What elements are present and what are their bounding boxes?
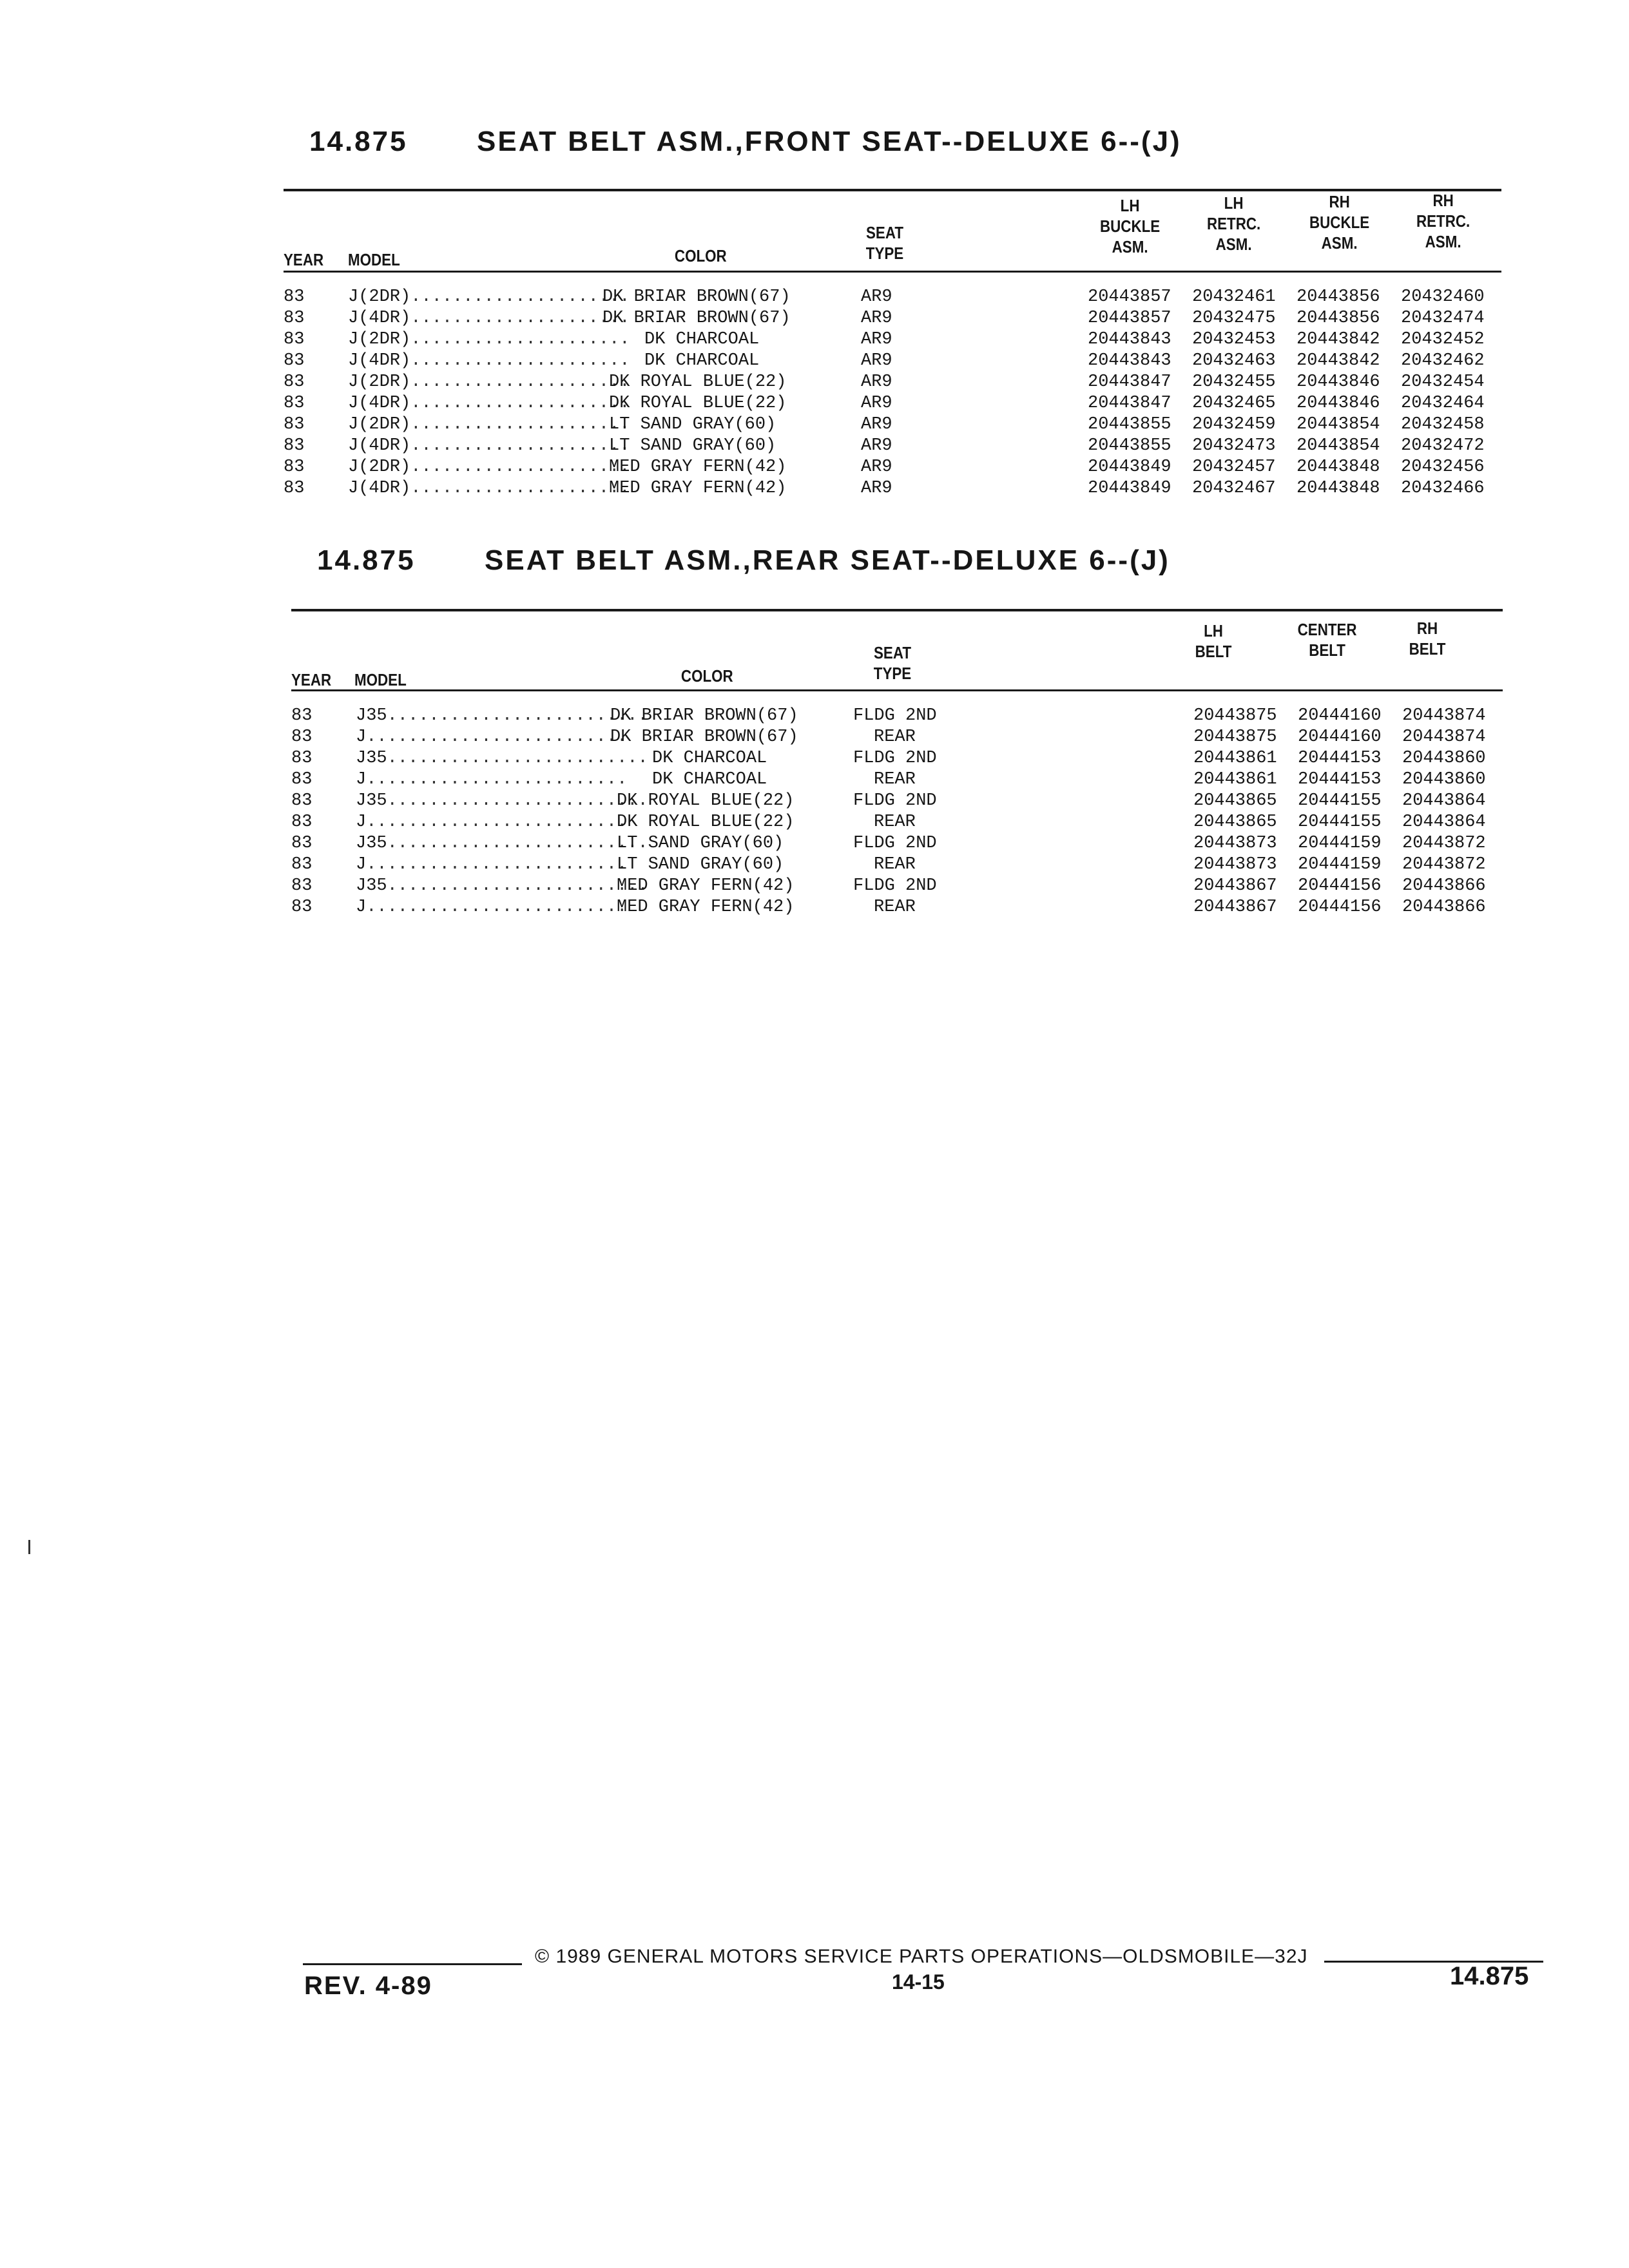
seat-type-cell: AR9 bbox=[861, 351, 892, 370]
year-cell: 83 bbox=[291, 812, 313, 832]
model-cell bbox=[348, 308, 630, 329]
lh-retrc-cell: 20432461 bbox=[1192, 287, 1276, 307]
rh-belt-cell: 20443872 bbox=[1402, 834, 1486, 853]
rear-header-lh-belt-line2: BELT bbox=[1195, 642, 1232, 661]
lh-buckle-cell: 20443849 bbox=[1088, 457, 1171, 477]
rh-buckle-cell: 20443856 bbox=[1296, 309, 1380, 328]
seat-type-cell: AR9 bbox=[861, 287, 892, 307]
model-cell bbox=[356, 897, 628, 918]
leader-dots: ......................... bbox=[387, 706, 648, 726]
lh-buckle-cell: 20443857 bbox=[1088, 287, 1171, 307]
rear-header-lh-belt-line1: LH bbox=[1204, 621, 1223, 640]
color-cell: MED GRAY FERN(42) bbox=[617, 876, 795, 896]
rh-retrc-cell: 20432456 bbox=[1401, 457, 1485, 477]
scan-mark bbox=[28, 1540, 30, 1554]
lh-retrc-cell: 20432455 bbox=[1192, 372, 1276, 392]
model-value: J(2DR) bbox=[348, 330, 411, 349]
table-row bbox=[291, 876, 1503, 897]
year-cell: 83 bbox=[291, 834, 313, 853]
seat-type-cell: REAR bbox=[874, 855, 916, 874]
table-row bbox=[284, 414, 1501, 436]
footer-section-number: 14.875 bbox=[1450, 1962, 1529, 1990]
footer-revision: REV. 4-89 bbox=[304, 1972, 432, 2000]
front-header-rh-retrc-line1: RH bbox=[1432, 191, 1454, 210]
model-value: J(4DR) bbox=[348, 351, 411, 370]
model-value: J35 bbox=[356, 791, 387, 811]
rear-rows bbox=[291, 706, 1503, 918]
color-cell: MED GRAY FERN(42) bbox=[609, 479, 787, 498]
table-row bbox=[284, 393, 1501, 414]
rh-retrc-cell: 20432458 bbox=[1401, 415, 1485, 434]
rear-header-center-belt bbox=[1294, 619, 1360, 660]
front-rows bbox=[284, 287, 1501, 499]
lh-retrc-cell: 20432453 bbox=[1192, 330, 1276, 349]
lh-buckle-cell: 20443847 bbox=[1088, 372, 1171, 392]
table-row bbox=[291, 791, 1503, 812]
model-cell bbox=[348, 351, 630, 372]
table-row bbox=[291, 706, 1503, 727]
front-section-title bbox=[309, 126, 1182, 158]
model-value: J(2DR) bbox=[348, 457, 411, 477]
leader-dots: ..................... bbox=[410, 457, 630, 477]
color-cell: DK BRIAR BROWN(67) bbox=[602, 287, 791, 307]
model-cell bbox=[348, 478, 630, 499]
lh-belt-cell: 20443861 bbox=[1193, 770, 1277, 789]
lh-belt-cell: 20443873 bbox=[1193, 855, 1277, 874]
model-cell bbox=[356, 812, 628, 833]
front-header-lh-retrc-line2: RETRC. bbox=[1206, 214, 1261, 233]
rh-retrc-cell: 20432464 bbox=[1401, 394, 1485, 413]
footer-page-number: 14-15 bbox=[892, 1970, 945, 1994]
seat-type-cell: AR9 bbox=[861, 372, 892, 392]
model-value: J35 bbox=[356, 706, 387, 726]
table-row bbox=[291, 833, 1503, 854]
front-header-rh-retrc-line2: RETRC. bbox=[1416, 211, 1470, 231]
rh-belt-cell: 20443864 bbox=[1402, 812, 1486, 832]
leader-dots: ..................... bbox=[410, 287, 630, 307]
lh-belt-cell: 20443873 bbox=[1193, 834, 1277, 853]
model-cell bbox=[348, 393, 630, 414]
table-row bbox=[284, 478, 1501, 499]
rh-belt-cell: 20443874 bbox=[1402, 727, 1486, 747]
leader-dots: ......................... bbox=[387, 834, 648, 853]
front-header-lh-buckle-line2: BUCKLE bbox=[1100, 216, 1161, 236]
rh-belt-cell: 20443860 bbox=[1402, 749, 1486, 768]
color-cell: MED GRAY FERN(42) bbox=[617, 898, 795, 917]
leader-dots: ......................... bbox=[387, 749, 648, 768]
front-header-year: YEAR bbox=[284, 250, 324, 269]
rear-header-seat-type-line1: SEAT bbox=[874, 643, 911, 662]
model-cell bbox=[348, 436, 630, 457]
front-header-rh-buckle-line3: ASM. bbox=[1321, 233, 1358, 253]
model-value: J(4DR) bbox=[348, 479, 411, 498]
table-row bbox=[284, 372, 1501, 393]
center-belt-cell: 20444155 bbox=[1298, 812, 1382, 832]
front-seat-section bbox=[284, 126, 1501, 525]
rear-header-rh-belt-line1: RH bbox=[1416, 619, 1438, 638]
color-cell: DK BRIAR BROWN(67) bbox=[610, 706, 798, 726]
seat-type-cell: FLDG 2ND bbox=[853, 876, 937, 896]
rh-retrc-cell: 20432454 bbox=[1401, 372, 1485, 392]
rh-buckle-cell: 20443842 bbox=[1296, 330, 1380, 349]
center-belt-cell: 20444155 bbox=[1298, 791, 1382, 811]
lh-belt-cell: 20443861 bbox=[1193, 749, 1277, 768]
color-cell: DK CHARCOAL bbox=[652, 770, 767, 789]
rh-retrc-cell: 20432460 bbox=[1401, 287, 1485, 307]
year-cell: 83 bbox=[284, 457, 305, 477]
leader-dots: ..................... bbox=[410, 479, 630, 498]
color-cell: LT SAND GRAY(60) bbox=[609, 415, 776, 434]
table-row bbox=[284, 457, 1501, 478]
year-cell: 83 bbox=[291, 749, 313, 768]
table-row bbox=[284, 436, 1501, 457]
front-header-rh-buckle bbox=[1306, 191, 1373, 253]
lh-retrc-cell: 20432463 bbox=[1192, 351, 1276, 370]
model-cell bbox=[356, 876, 648, 897]
table-row bbox=[291, 897, 1503, 918]
year-cell: 83 bbox=[284, 394, 305, 413]
model-cell bbox=[356, 706, 648, 727]
table-row bbox=[291, 748, 1503, 769]
year-cell: 83 bbox=[284, 330, 305, 349]
rh-belt-cell: 20443866 bbox=[1402, 876, 1486, 896]
rh-buckle-cell: 20443846 bbox=[1296, 372, 1380, 392]
year-cell: 83 bbox=[284, 372, 305, 392]
color-cell: DK ROYAL BLUE(22) bbox=[609, 394, 787, 413]
year-cell: 83 bbox=[291, 855, 313, 874]
rh-retrc-cell: 20432462 bbox=[1401, 351, 1485, 370]
leader-dots: ......................... bbox=[387, 876, 648, 896]
leader-dots: ......................... bbox=[366, 770, 628, 789]
front-header-rh-buckle-line1: RH bbox=[1329, 192, 1350, 211]
table-row bbox=[284, 329, 1501, 351]
model-value: J bbox=[356, 855, 367, 874]
center-belt-cell: 20444156 bbox=[1298, 876, 1382, 896]
table-row bbox=[291, 727, 1503, 748]
color-cell: MED GRAY FERN(42) bbox=[609, 457, 787, 477]
seat-type-cell: REAR bbox=[874, 898, 916, 917]
rh-retrc-cell: 20432466 bbox=[1401, 479, 1485, 498]
lh-retrc-cell: 20432465 bbox=[1192, 394, 1276, 413]
lh-retrc-cell: 20432459 bbox=[1192, 415, 1276, 434]
seat-type-cell: AR9 bbox=[861, 436, 892, 456]
seat-type-cell: AR9 bbox=[861, 309, 892, 328]
rh-belt-cell: 20443864 bbox=[1402, 791, 1486, 811]
rear-header-seat-type bbox=[865, 642, 920, 684]
rh-retrc-cell: 20432472 bbox=[1401, 436, 1485, 456]
model-cell bbox=[348, 287, 630, 308]
year-cell: 83 bbox=[284, 309, 305, 328]
leader-dots: ......................... bbox=[366, 727, 628, 747]
color-cell: DK ROYAL BLUE(22) bbox=[617, 791, 795, 811]
rh-buckle-cell: 20443854 bbox=[1296, 436, 1380, 456]
model-cell bbox=[356, 791, 648, 812]
table-row bbox=[284, 287, 1501, 308]
rh-retrc-cell: 20432452 bbox=[1401, 330, 1485, 349]
rear-header-seat-type-line2: TYPE bbox=[873, 664, 912, 683]
model-value: J(4DR) bbox=[348, 436, 411, 456]
model-value: J bbox=[356, 770, 367, 789]
seat-type-cell: AR9 bbox=[861, 479, 892, 498]
seat-type-cell: REAR bbox=[874, 812, 916, 832]
lh-buckle-cell: 20443849 bbox=[1088, 479, 1171, 498]
leader-dots: ..................... bbox=[410, 351, 630, 370]
lh-retrc-cell: 20432457 bbox=[1192, 457, 1276, 477]
rh-buckle-cell: 20443846 bbox=[1296, 394, 1380, 413]
rear-header-lh-belt bbox=[1186, 620, 1241, 662]
year-cell: 83 bbox=[291, 791, 313, 811]
center-belt-cell: 20444159 bbox=[1298, 834, 1382, 853]
lh-buckle-cell: 20443855 bbox=[1088, 436, 1171, 456]
rh-buckle-cell: 20443856 bbox=[1296, 287, 1380, 307]
model-cell bbox=[356, 854, 628, 876]
year-cell: 83 bbox=[291, 727, 313, 747]
year-cell: 83 bbox=[284, 287, 305, 307]
lh-retrc-cell: 20432475 bbox=[1192, 309, 1276, 328]
model-cell bbox=[356, 727, 628, 748]
rear-header-color: COLOR bbox=[680, 666, 733, 686]
lh-buckle-cell: 20443843 bbox=[1088, 351, 1171, 370]
lh-retrc-cell: 20432473 bbox=[1192, 436, 1276, 456]
year-cell: 83 bbox=[291, 898, 313, 917]
model-cell bbox=[356, 748, 648, 769]
rear-header-rule bbox=[291, 689, 1503, 691]
leader-dots: ..................... bbox=[410, 394, 630, 413]
leader-dots: ..................... bbox=[410, 372, 630, 392]
front-header-seat-type-line2: TYPE bbox=[865, 244, 904, 263]
rear-seat-section bbox=[291, 544, 1503, 944]
table-row bbox=[291, 812, 1503, 833]
color-cell: LT SAND GRAY(60) bbox=[617, 855, 784, 874]
rh-buckle-cell: 20443848 bbox=[1296, 479, 1380, 498]
rh-belt-cell: 20443874 bbox=[1402, 706, 1486, 726]
front-header-rule bbox=[284, 271, 1501, 273]
front-header-rh-buckle-line2: BUCKLE bbox=[1309, 213, 1370, 232]
seat-type-cell: AR9 bbox=[861, 330, 892, 349]
year-cell: 83 bbox=[291, 876, 313, 896]
seat-type-cell: FLDG 2ND bbox=[853, 834, 937, 853]
leader-dots: ..................... bbox=[410, 330, 630, 349]
rh-belt-cell: 20443872 bbox=[1402, 855, 1486, 874]
rear-header-model: MODEL bbox=[354, 670, 407, 689]
rh-belt-cell: 20443860 bbox=[1402, 770, 1486, 789]
rear-header-center-belt-line1: CENTER bbox=[1297, 620, 1357, 639]
leader-dots: ..................... bbox=[410, 415, 630, 434]
rh-buckle-cell: 20443848 bbox=[1296, 457, 1380, 477]
rear-header-rh-belt-line2: BELT bbox=[1409, 639, 1446, 658]
front-header-rh-retrc bbox=[1410, 190, 1476, 252]
seat-type-cell: AR9 bbox=[861, 415, 892, 434]
seat-type-cell: AR9 bbox=[861, 457, 892, 477]
front-header-color: COLOR bbox=[674, 246, 727, 265]
model-cell bbox=[348, 457, 630, 478]
model-cell bbox=[356, 769, 628, 791]
color-cell: LT SAND GRAY(60) bbox=[617, 834, 784, 853]
center-belt-cell: 20444159 bbox=[1298, 855, 1382, 874]
color-cell: DK BRIAR BROWN(67) bbox=[602, 309, 791, 328]
model-value: J(4DR) bbox=[348, 309, 411, 328]
model-cell bbox=[356, 833, 648, 854]
rear-section-heading: SEAT BELT ASM.,REAR SEAT--DELUXE 6--(J) bbox=[485, 544, 1170, 576]
front-section-number: 14.875 bbox=[309, 126, 408, 157]
rear-header-center-belt-line2: BELT bbox=[1309, 640, 1345, 660]
seat-type-cell: FLDG 2ND bbox=[853, 791, 937, 811]
front-header-seat-type-line1: SEAT bbox=[866, 223, 903, 242]
model-cell bbox=[348, 372, 630, 393]
model-value: J(2DR) bbox=[348, 372, 411, 392]
front-header-lh-retrc-line3: ASM. bbox=[1215, 235, 1252, 254]
model-value: J bbox=[356, 812, 367, 832]
model-value: J(4DR) bbox=[348, 394, 411, 413]
year-cell: 83 bbox=[291, 706, 313, 726]
lh-buckle-cell: 20443843 bbox=[1088, 330, 1171, 349]
seat-type-cell: FLDG 2ND bbox=[853, 706, 937, 726]
lh-buckle-cell: 20443857 bbox=[1088, 309, 1171, 328]
rh-retrc-cell: 20432474 bbox=[1401, 309, 1485, 328]
front-header-seat-type bbox=[857, 222, 912, 264]
front-header-lh-buckle-line3: ASM. bbox=[1112, 237, 1148, 256]
front-header-lh-buckle bbox=[1097, 195, 1163, 257]
lh-belt-cell: 20443867 bbox=[1193, 898, 1277, 917]
color-cell: DK BRIAR BROWN(67) bbox=[610, 727, 798, 747]
footer-copyright: © 1989 GENERAL MOTORS SERVICE PARTS OPERATIONS—OLDSMOBILE—32J bbox=[535, 1946, 1308, 1967]
rear-header-rh-belt bbox=[1400, 618, 1455, 659]
lh-belt-cell: 20443865 bbox=[1193, 791, 1277, 811]
front-header-lh-retrc-line1: LH bbox=[1224, 193, 1244, 213]
front-header-lh-buckle-line1: LH bbox=[1120, 196, 1140, 215]
center-belt-cell: 20444153 bbox=[1298, 749, 1382, 768]
model-value: J(2DR) bbox=[348, 287, 411, 307]
leader-dots: ..................... bbox=[410, 436, 630, 456]
footer-rule-left bbox=[303, 1963, 522, 1965]
rear-section-number: 14.875 bbox=[317, 544, 416, 576]
seat-type-cell: AR9 bbox=[861, 394, 892, 413]
model-cell bbox=[348, 329, 630, 351]
leader-dots: ..................... bbox=[410, 309, 630, 328]
lh-belt-cell: 20443875 bbox=[1193, 706, 1277, 726]
center-belt-cell: 20444160 bbox=[1298, 706, 1382, 726]
leader-dots: ......................... bbox=[366, 812, 628, 832]
lh-buckle-cell: 20443855 bbox=[1088, 415, 1171, 434]
front-header-lh-retrc bbox=[1200, 193, 1267, 255]
seat-type-cell: REAR bbox=[874, 727, 916, 747]
rh-buckle-cell: 20443842 bbox=[1296, 351, 1380, 370]
front-header-rh-retrc-line3: ASM. bbox=[1425, 232, 1461, 251]
model-value: J(2DR) bbox=[348, 415, 411, 434]
rh-buckle-cell: 20443854 bbox=[1296, 415, 1380, 434]
model-value: J35 bbox=[356, 834, 387, 853]
front-header-model: MODEL bbox=[348, 250, 400, 269]
color-cell: DK ROYAL BLUE(22) bbox=[609, 372, 787, 392]
model-cell bbox=[348, 414, 630, 436]
color-cell: LT SAND GRAY(60) bbox=[609, 436, 776, 456]
center-belt-cell: 20444156 bbox=[1298, 898, 1382, 917]
lh-belt-cell: 20443867 bbox=[1193, 876, 1277, 896]
seat-type-cell: REAR bbox=[874, 770, 916, 789]
lh-retrc-cell: 20432467 bbox=[1192, 479, 1276, 498]
leader-dots: ......................... bbox=[387, 791, 648, 811]
leader-dots: ......................... bbox=[366, 898, 628, 917]
model-value: J bbox=[356, 898, 367, 917]
lh-belt-cell: 20443865 bbox=[1193, 812, 1277, 832]
year-cell: 83 bbox=[284, 415, 305, 434]
front-section-heading: SEAT BELT ASM.,FRONT SEAT--DELUXE 6--(J) bbox=[477, 126, 1182, 157]
year-cell: 83 bbox=[284, 351, 305, 370]
center-belt-cell: 20444153 bbox=[1298, 770, 1382, 789]
table-row bbox=[291, 769, 1503, 791]
leader-dots: ......................... bbox=[366, 855, 628, 874]
model-value: J35 bbox=[356, 876, 387, 896]
model-value: J35 bbox=[356, 749, 387, 768]
lh-buckle-cell: 20443847 bbox=[1088, 394, 1171, 413]
rh-belt-cell: 20443866 bbox=[1402, 898, 1486, 917]
table-row bbox=[291, 854, 1503, 876]
model-value: J bbox=[356, 727, 367, 747]
table-row bbox=[284, 351, 1501, 372]
rear-section-title bbox=[317, 544, 1170, 577]
color-cell: DK CHARCOAL bbox=[652, 749, 767, 768]
color-cell: DK CHARCOAL bbox=[644, 330, 760, 349]
rear-top-rule bbox=[291, 609, 1503, 611]
center-belt-cell: 20444160 bbox=[1298, 727, 1382, 747]
color-cell: DK ROYAL BLUE(22) bbox=[617, 812, 795, 832]
table-row bbox=[284, 308, 1501, 329]
seat-type-cell: FLDG 2ND bbox=[853, 749, 937, 768]
year-cell: 83 bbox=[291, 770, 313, 789]
year-cell: 83 bbox=[284, 436, 305, 456]
color-cell: DK CHARCOAL bbox=[644, 351, 760, 370]
rear-header-year: YEAR bbox=[291, 670, 332, 689]
lh-belt-cell: 20443875 bbox=[1193, 727, 1277, 747]
year-cell: 83 bbox=[284, 479, 305, 498]
